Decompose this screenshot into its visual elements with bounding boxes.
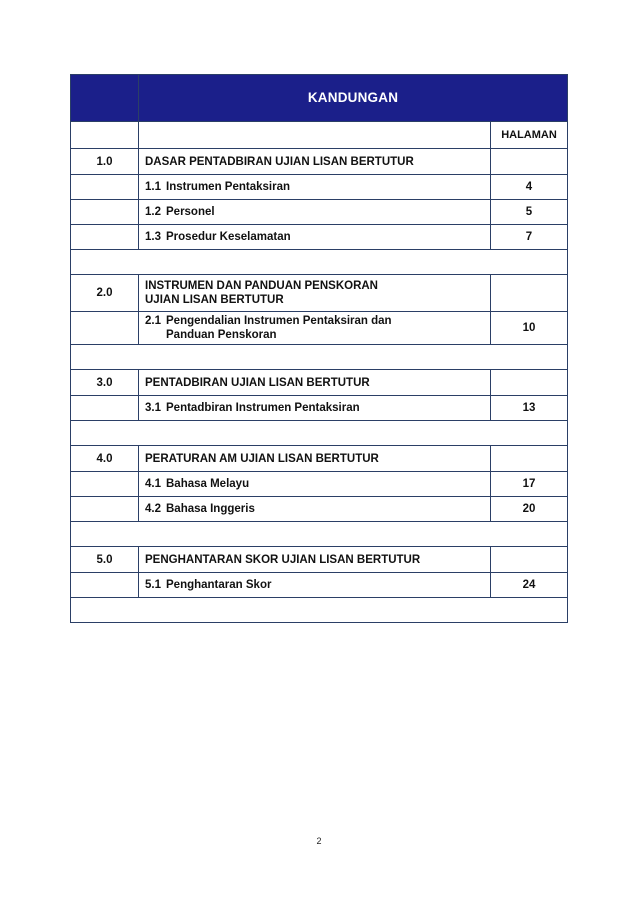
- spacer-row: [71, 345, 568, 370]
- section-row: [71, 370, 568, 396]
- item-number: 3.1: [145, 402, 161, 414]
- section-page-cell: [491, 446, 568, 472]
- item-title: Pengendalian Instrumen Pentaksiran dan: [166, 315, 392, 327]
- item-page: 20: [491, 497, 568, 522]
- toc-title: KANDUNGAN: [139, 75, 568, 122]
- item-title: Bahasa Inggeris: [166, 503, 255, 515]
- page-number: 2: [316, 836, 322, 846]
- item-row: [71, 312, 568, 345]
- item-number: 4.1: [145, 478, 161, 490]
- section-number: 3.0: [71, 370, 139, 396]
- item-row: [71, 175, 568, 200]
- item-title: Bahasa Melayu: [166, 478, 250, 490]
- item-title-cell: [139, 396, 491, 421]
- item-row: [71, 497, 568, 522]
- section-number: 2.0: [71, 275, 139, 312]
- item-page: 13: [491, 396, 568, 421]
- item-page: 5: [491, 200, 568, 225]
- section-row: [71, 275, 568, 312]
- header-blank-cell: [71, 75, 139, 122]
- item-title-cell: [139, 573, 491, 598]
- table-of-contents: [70, 74, 568, 623]
- section-title: PERATURAN AM UJIAN LISAN BERTUTUR: [139, 446, 491, 472]
- item-title-cell: [139, 200, 491, 225]
- item-blank-cell: [71, 396, 139, 421]
- subheader-blank-cell: [71, 122, 139, 149]
- item-title-cell: [139, 497, 491, 522]
- spacer-row: [71, 250, 568, 275]
- section-title-cell: [139, 275, 491, 312]
- section-page-cell: [491, 149, 568, 175]
- spacer-cell: [71, 421, 568, 446]
- item-row: [71, 396, 568, 421]
- item-row: [71, 573, 568, 598]
- section-title: PENTADBIRAN UJIAN LISAN BERTUTUR: [139, 370, 491, 396]
- page-column-header: HALAMAN: [491, 122, 568, 149]
- item-blank-cell: [71, 312, 139, 345]
- spacer-row: [71, 522, 568, 547]
- item-page: 17: [491, 472, 568, 497]
- item-blank-cell: [71, 573, 139, 598]
- item-row: [71, 200, 568, 225]
- item-page: 4: [491, 175, 568, 200]
- spacer-cell: [71, 250, 568, 275]
- item-row: [71, 472, 568, 497]
- item-page: 24: [491, 573, 568, 598]
- item-title-cell: [139, 175, 491, 200]
- item-number: 1.2: [145, 206, 161, 218]
- section-title: PENGHANTARAN SKOR UJIAN LISAN BERTUTUR: [139, 547, 491, 573]
- item-number: 5.1: [145, 579, 161, 591]
- item-title: Penghantaran Skor: [166, 579, 272, 591]
- item-blank-cell: [71, 200, 139, 225]
- section-number: 1.0: [71, 149, 139, 175]
- section-row: [71, 149, 568, 175]
- item-number: 2.1: [145, 315, 161, 327]
- spacer-cell: [71, 345, 568, 370]
- item-title: Prosedur Keselamatan: [166, 231, 291, 243]
- section-number: 5.0: [71, 547, 139, 573]
- section-page-cell: [491, 275, 568, 312]
- spacer-row: [71, 598, 568, 623]
- item-number: 4.2: [145, 503, 161, 515]
- section-page-cell: [491, 547, 568, 573]
- item-page: 10: [491, 312, 568, 345]
- item-row: [71, 225, 568, 250]
- spacer-cell: [71, 598, 568, 623]
- toc-subheader-row: [71, 122, 568, 149]
- item-title: Panduan Penskoran: [166, 329, 277, 341]
- section-page-cell: [491, 370, 568, 396]
- item-title: Instrumen Pentaksiran: [166, 181, 290, 193]
- item-title-cell: [139, 312, 491, 345]
- section-title: INSTRUMEN DAN PANDUAN PENSKORAN: [145, 280, 378, 292]
- item-blank-cell: [71, 497, 139, 522]
- spacer-row: [71, 421, 568, 446]
- item-number: 1.1: [145, 181, 161, 193]
- item-blank-cell: [71, 225, 139, 250]
- section-row: [71, 547, 568, 573]
- item-page: 7: [491, 225, 568, 250]
- section-row: [71, 446, 568, 472]
- section-number: 4.0: [71, 446, 139, 472]
- spacer-cell: [71, 522, 568, 547]
- item-title-cell: [139, 225, 491, 250]
- toc-header-row: [71, 75, 568, 122]
- section-title: UJIAN LISAN BERTUTUR: [145, 294, 284, 306]
- section-title: DASAR PENTADBIRAN UJIAN LISAN BERTUTUR: [139, 149, 491, 175]
- item-blank-cell: [71, 472, 139, 497]
- item-title-cell: [139, 472, 491, 497]
- subheader-blank-cell: [139, 122, 491, 149]
- item-title: Pentadbiran Instrumen Pentaksiran: [166, 402, 360, 414]
- item-number: 1.3: [145, 231, 161, 243]
- item-title: Personel: [166, 206, 215, 218]
- item-blank-cell: [71, 175, 139, 200]
